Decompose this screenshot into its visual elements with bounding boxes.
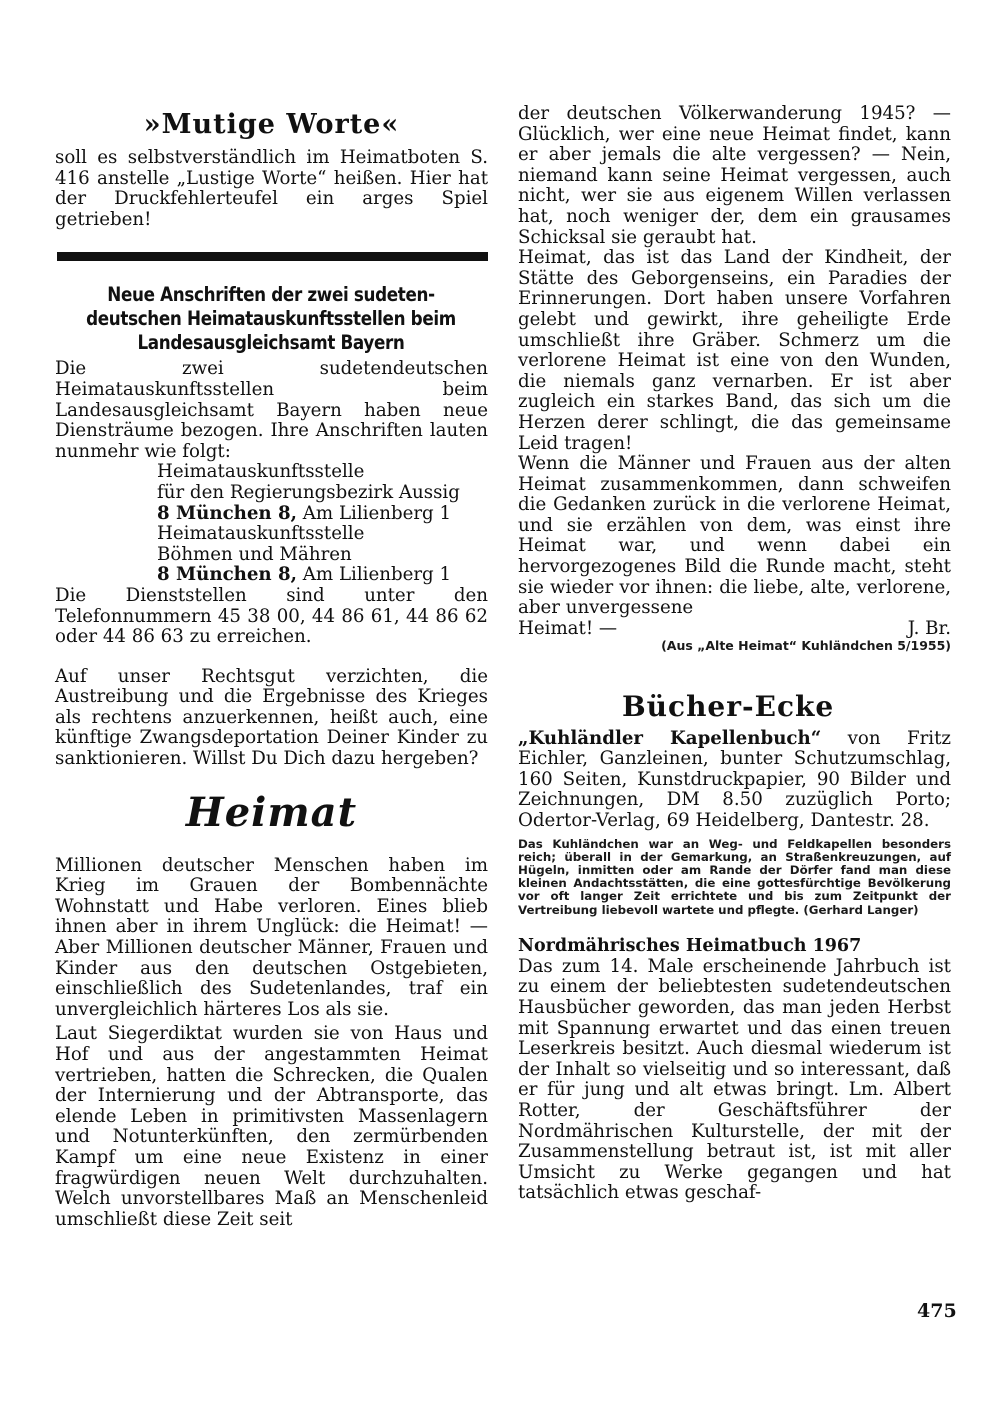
rechtsgut-paragraph: Auf unser Rechtsgut verzichten, die Austreibung und die Ergebnisse des Krieges als rechtens anzuerkennen, heißt auch, eine künftige Zwangsdeportation Deiner Kinder zu sanktionieren. Willst Du Dich dazu hergeben? <box>55 665 488 770</box>
address-block-aussig <box>55 462 488 524</box>
address-line <box>157 565 488 586</box>
address-street: Am Lilienberg 1 <box>302 502 452 524</box>
heimat-signature-line <box>518 619 951 640</box>
left-column <box>55 104 488 1230</box>
anschriften-heading-line: Neue Anschriften der zwei sudeten- <box>107 283 435 307</box>
book2-title: Nordmährisches Heimatbuch 1967 <box>518 935 862 956</box>
heimat-paragraph-2: Laut Siegerdiktat wurden sie von Haus und Hof und aus der angestammten Heimat vertrieben, hatten die Schrecken, die Qualen der Internierung und der Abtransporte, das elende Leben in primitivsten Massenlagern und Notunterkünften, den zermürbenden Kampf um eine neue Existenz in einer fragwürdigen neuen Welt durchzuhalten. Welch unvorstellbares Maß an Menschenleid umschließt diese Zeit seit <box>55 1023 488 1230</box>
author-signature: J. Br. <box>907 617 951 639</box>
right-column <box>518 104 951 1204</box>
section-divider <box>57 252 488 261</box>
heimat-continued-2: Heimat, das ist das Land der Kindheit, der Stätte des Geborgenseins, ein Paradies der Erinnerungen. Dort haben unsere Vorfahren gelebt und gewirkt, ihre geheiligte Erde umschließt ihre Gräber. Schmerz um die verlorene Heimat ist eine von den Wunden, die niemals ganz vernarben. Er ist aber zugleich ein starkes Band, das sich um die Herzen derer schlingt, die das gemeinsame Leid tragen! <box>518 247 951 454</box>
address-street: Am Lilienberg 1 <box>302 564 452 586</box>
book1-description: Das Kuhländchen war an Weg- und Feldkapellen besonders reich; überall in der Gemarkung, an Straßenkreuzungen, auf Hügeln, inmitten oder am Rande der Dörfer fand man diese kleinen Andachtsstätten, die eine gottesfürchtige Bevölkerung vor oft langer Zeit errichtete und bis zum Zeitpunkt der Vertreibung liebevoll wartete und pflegte. (Gerhard Langer) <box>518 836 951 917</box>
page-number: 475 <box>917 1300 957 1322</box>
heimat-heading: Heimat <box>185 788 358 836</box>
address-block-boehmen <box>55 524 488 586</box>
book1-entry <box>518 729 951 832</box>
mutige-worte-heading: »Mutige Worte« <box>143 109 400 140</box>
heimat-paragraph-1: Millionen deutscher Menschen haben im Krieg im Grauen der Bombennächte Wohnstatt und Habe verloren. Eines blieb ihnen aber in ihrem Unglück: die Heimat! — Aber Millionen deutscher Männer, Frauen und Kinder aus den deutschen Ostgebieten, einschließlich des Sudetenlandes, traf ein unvergleichlich härteres Los als sie. <box>55 854 488 1020</box>
address-city: 8 München 8, <box>157 564 297 586</box>
book1-title: „Kuhländler Kapellenbuch“ <box>518 727 822 749</box>
address-line: Heimatauskunftsstelle <box>157 461 365 483</box>
address-line: für den Regierungsbezirk Aussig <box>157 481 460 503</box>
heimat-closing: Heimat! — <box>518 617 618 639</box>
heimat-continued-3: Wenn die Männer und Frauen aus der alten Heimat zusammenkommen, dann schweifen die Gedanken zurück in die verlorene Heimat, und sie erzählen von dem, was einst ihre Heimat war, und wenn dabei ein hervorgezogenes Bild die Runde macht, steht sie wieder vor ihnen: die liebe, alte, verlorene, aber unvergessene <box>518 453 951 619</box>
address-line: Heimatauskunftsstelle <box>157 523 365 545</box>
buecher-ecke-heading: Bücher-Ecke <box>622 689 835 723</box>
heimat-continued-1: der deutschen Völkerwanderung 1945? — Glücklich, wer eine neue Heimat findet, kann er aber jemals die alte vergessen? — Nein, niemand kann seine Heimat vergessen, auch nicht, wer sie aus eigenem Willen verlassen hat, noch weniger der, dem ein grausames Schicksal sie geraubt hat. <box>518 103 951 248</box>
anschriften-heading-line: Landesausgleichsamt Bayern <box>137 331 405 355</box>
phone-numbers-text: Die Dienststellen sind unter den Telefonnummern 45 38 00, 44 86 61, 44 86 62 oder 44 86 63 zu erreichen. <box>55 584 488 648</box>
book2-text: Das zum 14. Male erscheinende Jahrbuch ist zu einem der beliebtesten sudetendeutschen Hausbücher geworden, das man jeden Herbst mit Spannung erwartet und das einen treuen Leserkreis besitzt. Auch diesmal wiederum ist der Inhalt so vielseitig und so interessant, daß er für jung und alt etwas bringt. Lm. Albert Rotter, der Geschäftsführer der Nordmährischen Kulturstelle, der mit der Zusammenstellung betraut ist, ist mit aller Umsicht zu Werke gegangen und hat tatsächlich etwas geschaf- <box>518 955 951 1204</box>
anschriften-heading <box>69 283 473 355</box>
anschriften-intro: Die zwei sudetendeutschen Heimatauskunftsstellen beim Landesausgleichsamt Bayern haben neue Diensträume bezogen. Ihre Anschriften lauten nunmehr wie folgt: <box>55 358 488 462</box>
address-city: 8 München 8, <box>157 502 297 524</box>
source-citation: (Aus „Alte Heimat“ Kuhländchen 5/1955) <box>661 638 951 654</box>
address-line <box>157 504 488 525</box>
address-line: Böhmen und Mähren <box>157 543 352 565</box>
book1-details: von Fritz Eichler, Ganzleinen, bunter Schutzumschlag, 160 Seiten, Kunstdruckpapier, 90 Bilder und Zeichnungen, DM 8.50 zuzüglich Porto; Odertor-Verlag, 69 Heidelberg, Dantestr. 28. <box>518 727 951 832</box>
anschriften-heading-line: deutschen Heimatauskunftsstellen beim <box>86 307 456 331</box>
mutige-worte-text: soll es selbstverständlich im Heimatboten S. 416 anstelle „Lustige Worte“ heißen. Hier hat der Druckfehlerteufel ein arges Spiel getrieben! <box>55 147 488 230</box>
